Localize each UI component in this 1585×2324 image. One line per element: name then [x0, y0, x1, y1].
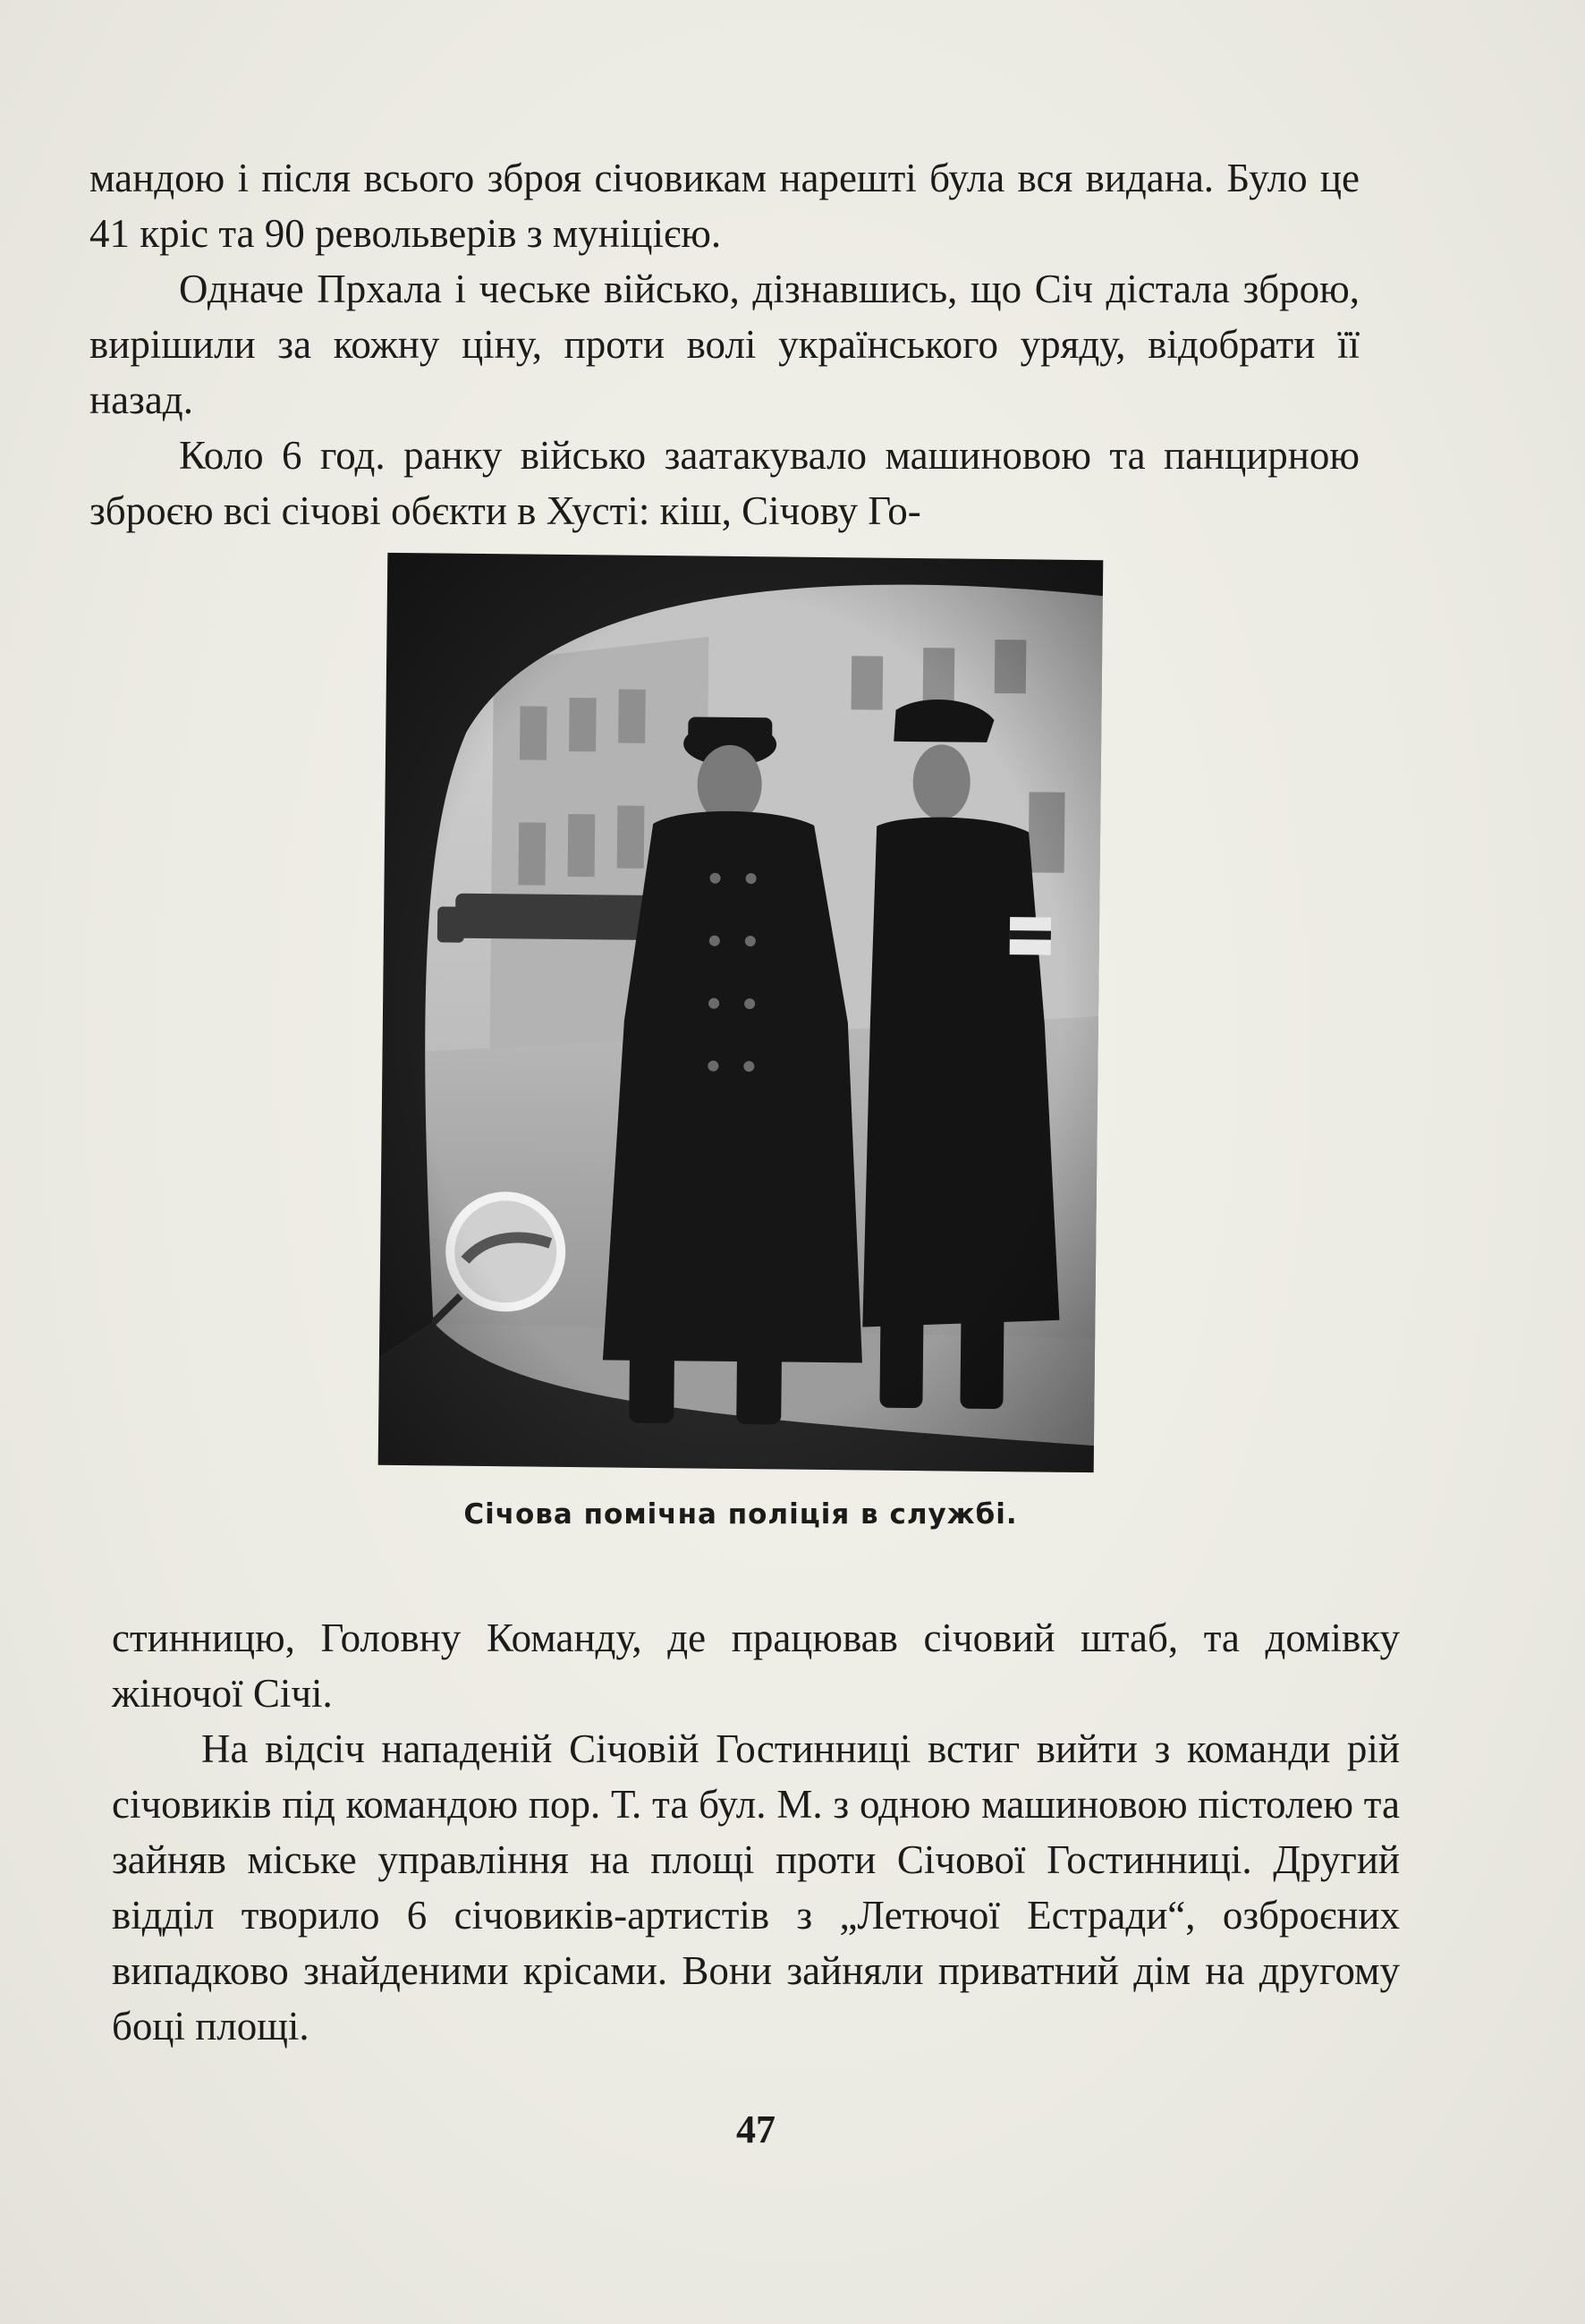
- paragraph: Коло 6 год. ранку військо заатакувало машиновою та панцирною зброєю всі січові обєкти в Хусті: кіш, Січову Го-: [89, 433, 1360, 533]
- paragraph: На відсіч нападеній Січовій Гостинниці встиг вийти з команди рій січовиків під командою пор. Т. та бул. М. з одною машиновою пістолею та зайняв міське управління на площі проти Січової Гостинниці. Другий відділ творило 6 січовиків-артистів з „Летючої Естради“, озброєних випадково знайденими крісами. Вони зайняли приватний дім на другому боці площі.: [112, 1726, 1400, 2048]
- paragraph: Одначе Прхала і чеське військо, дізнавшись, що Січ дістала зброю, вирішили за кожну ціну, проти волі українського уряду, відобрати її назад.: [89, 267, 1360, 422]
- bottom-text-block: [112, 1610, 1400, 2054]
- photo-caption: Січова помічна поліція в службі.: [463, 1498, 1018, 1531]
- page-number: 47: [736, 2108, 776, 2151]
- paragraph-continuation: стинницю, Головну Команду, де працював січовий штаб, та домівку жіночої Січі.: [112, 1616, 1400, 1716]
- paragraph-continuation: мандою і після всього зброя січовикам нарешті була вся видана. Було це 41 кріс та 90 револьверів з муніцією.: [89, 156, 1360, 256]
- top-text-block: [89, 150, 1360, 539]
- photograph-police-patrol: [378, 553, 1104, 1472]
